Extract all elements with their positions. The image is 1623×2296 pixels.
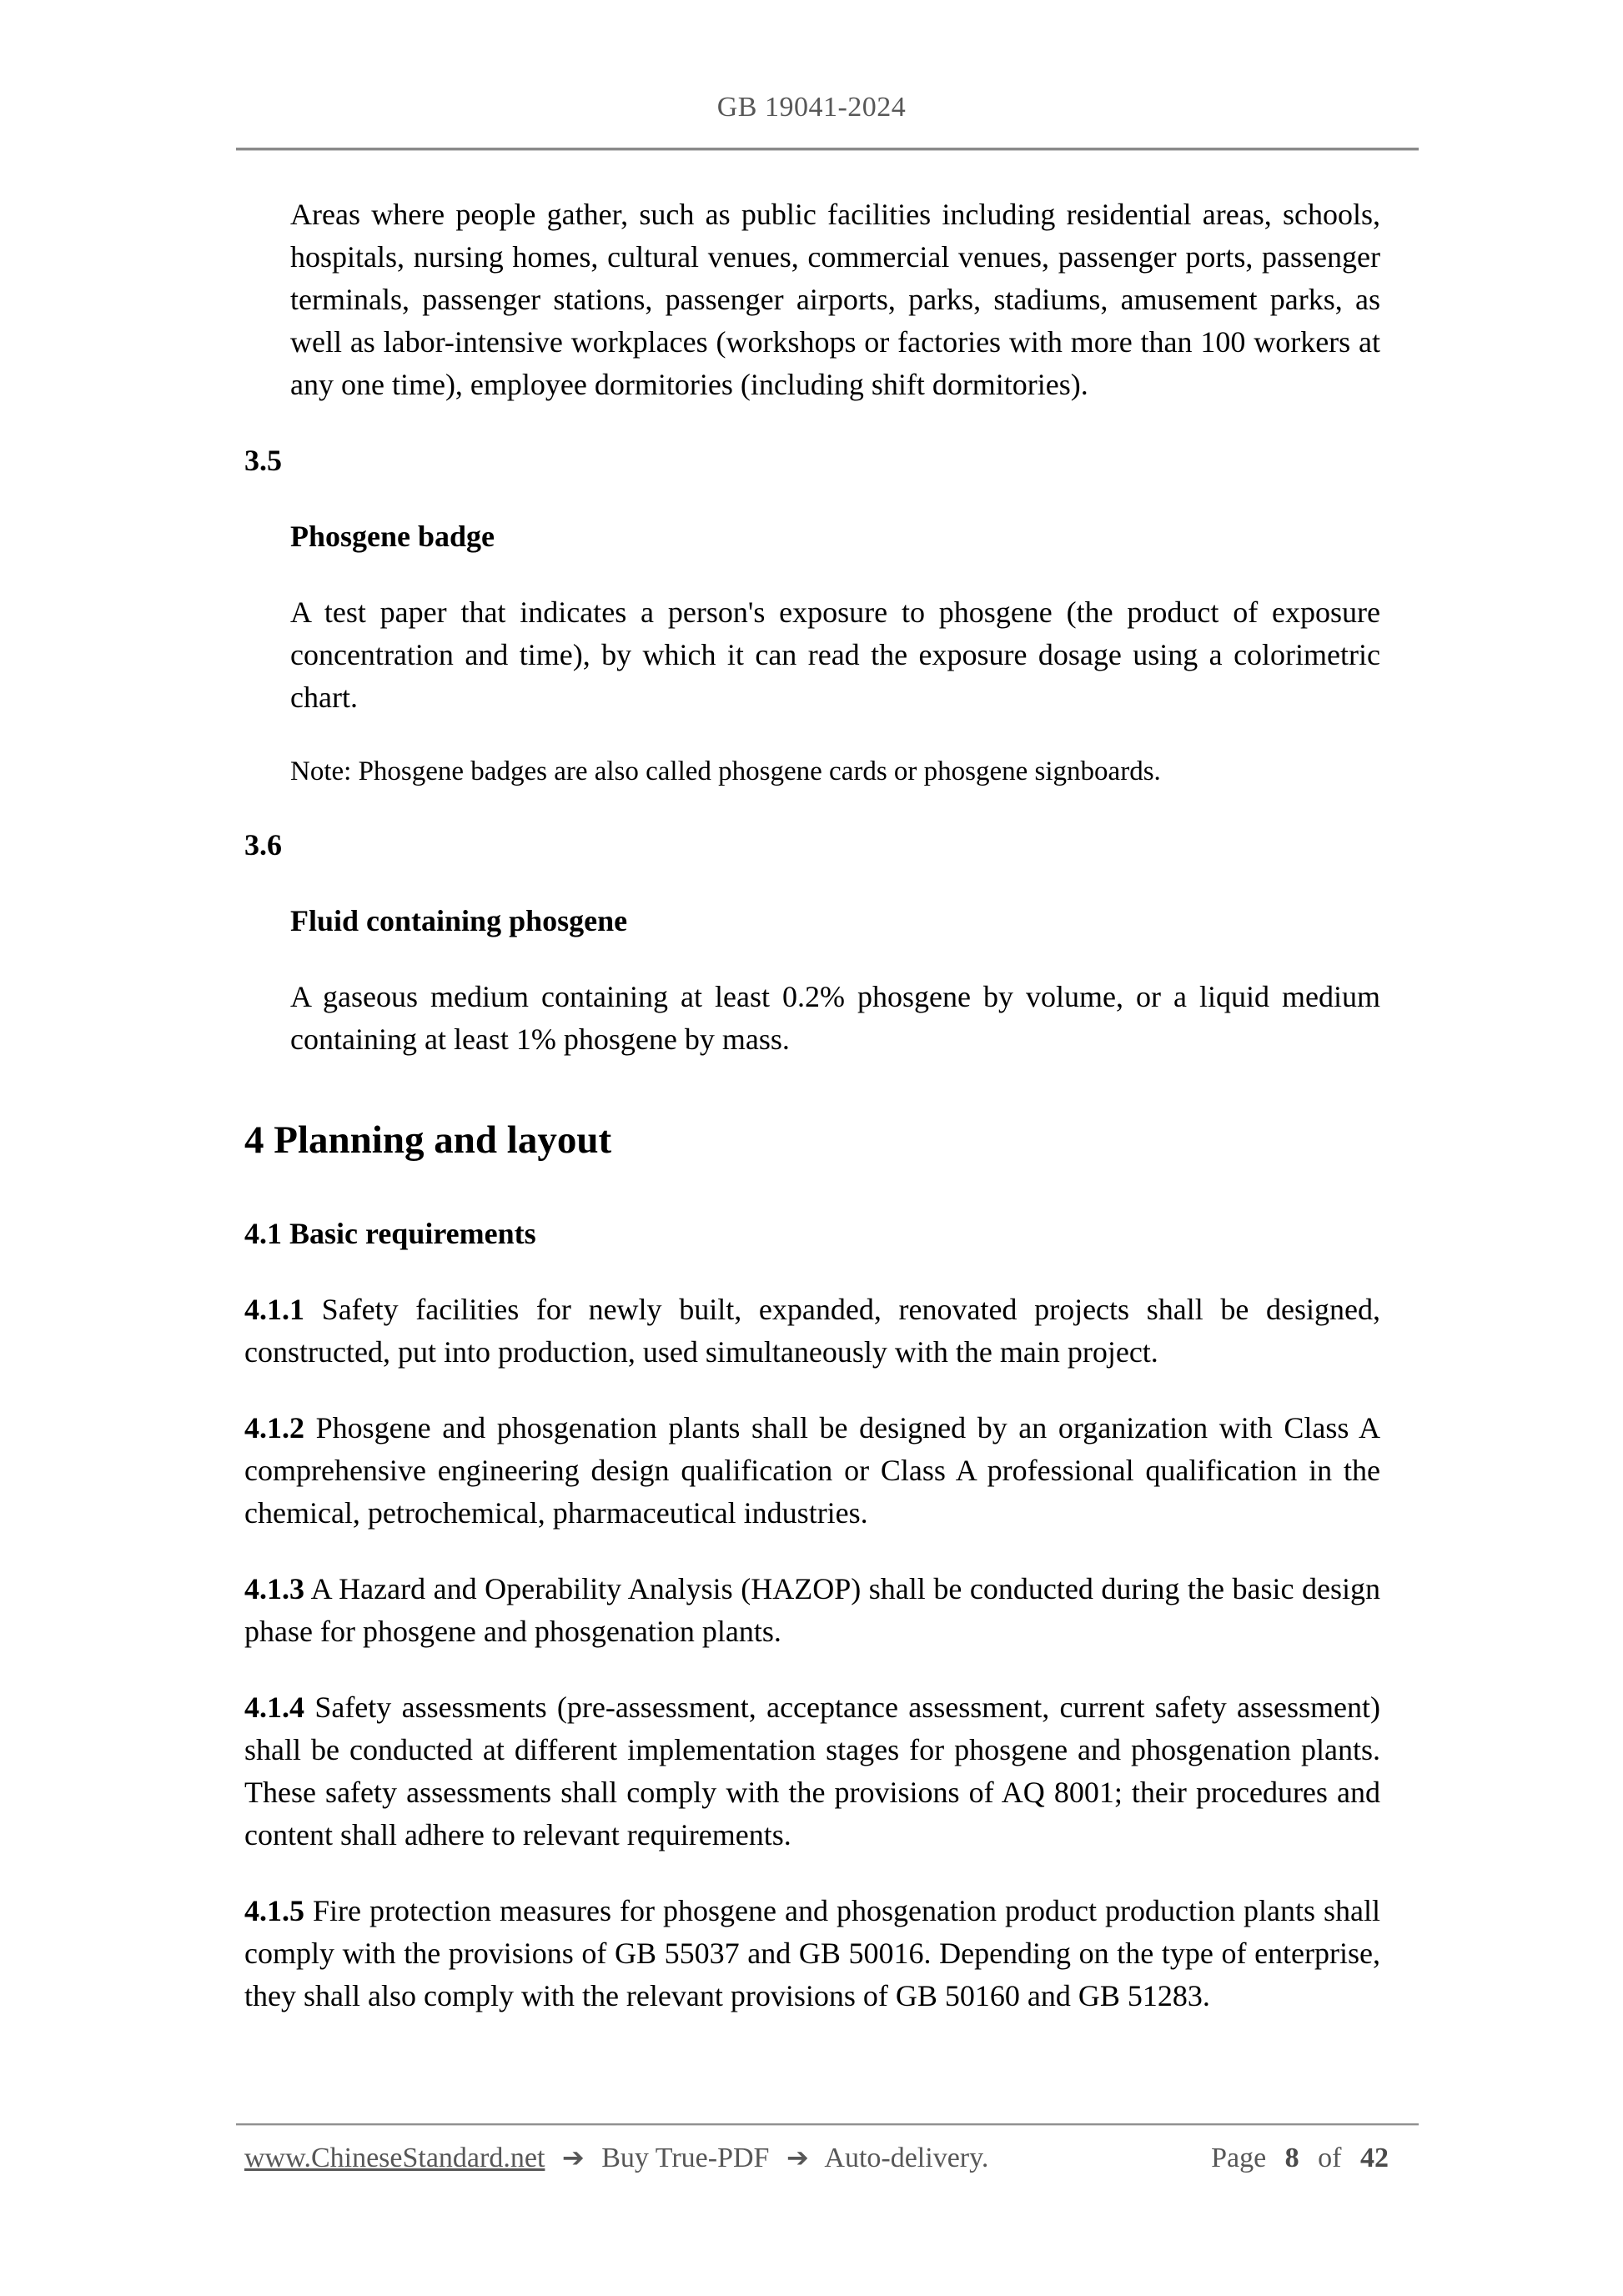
term-heading-fluid-containing-phosgene: Fluid containing phosgene bbox=[290, 904, 628, 937]
clause-text: Safety facilities for newly built, expanded, renovated projects shall be designed, constructed, put into production, used simultaneously with the main project. bbox=[244, 1293, 1380, 1369]
section-number-3-6: 3.6 bbox=[244, 828, 282, 862]
clause-number: 4.1.5 bbox=[244, 1894, 304, 1927]
document-content bbox=[244, 193, 1380, 2017]
standard-code: GB 19041-2024 bbox=[716, 92, 907, 123]
page-number: 8 bbox=[1284, 2143, 1299, 2173]
definition-body-3-5: A test paper that indicates a person's exposure to phosgene (the product of exposure concentration and time), by which it can read the exposure dosage using a colorimetric chart. bbox=[290, 595, 1380, 714]
clause-number: 4.1.3 bbox=[244, 1572, 304, 1605]
intro-paragraph: Areas where people gather, such as public facilities including residential areas, schools, hospitals, nursing homes, cultural venues, commercial venues, passenger ports, passenger terminals, passenger stations, passenger airports, parks, stadiums, amusement parks, as well as labor-intensive workplaces (workshops or factories with more than 100 workers at any one time), employee dormitories (including shift dormitories). bbox=[290, 198, 1380, 401]
clause-number: 4.1.2 bbox=[244, 1411, 304, 1444]
footer-action-buy: Buy True-PDF bbox=[601, 2143, 770, 2173]
page-footer bbox=[244, 2142, 1389, 2174]
clause-text: A Hazard and Operability Analysis (HAZOP) shall be conducted during the basic design phase for phosgene and phosgenation plants. bbox=[244, 1572, 1380, 1648]
page-indicator bbox=[1211, 2143, 1389, 2174]
clause-4-1-3 bbox=[244, 1568, 1380, 1653]
section-title-4-1: 4.1 Basic requirements bbox=[244, 1217, 536, 1250]
chapter-title: 4 Planning and layout bbox=[244, 1118, 612, 1162]
footer-divider bbox=[236, 2123, 1419, 2126]
footer-action-delivery: Auto-delivery. bbox=[824, 2143, 989, 2173]
definition-body-3-6: A gaseous medium containing at least 0.2% phosgene by volume, or a liquid medium containing at least 1% phosgene by mass. bbox=[290, 980, 1380, 1056]
clause-text: Phosgene and phosgenation plants shall be designed by an organization with Class A comprehensive engineering design qualification or Class A professional qualification in the chemical, petrochemical, pharmaceutical industries. bbox=[244, 1411, 1381, 1530]
definition-note-3-5: Note: Phosgene badges are also called phosgene cards or phosgene signboards. bbox=[290, 756, 1161, 786]
clause-text: Safety assessments (pre-assessment, acceptance assessment, current safety assessment) shall be conducted at different implementation stages for phosgene and phosgenation plants. These safety assessments shall comply with the provisions of AQ 8001; their procedures and content shall adhere to relevant requirements. bbox=[244, 1691, 1380, 1851]
clause-4-1-2 bbox=[244, 1407, 1380, 1535]
clause-4-1-4 bbox=[244, 1686, 1380, 1856]
of-label: of bbox=[1318, 2143, 1342, 2173]
page-total: 42 bbox=[1360, 2143, 1389, 2173]
clause-4-1-5 bbox=[244, 1890, 1380, 2017]
right-arrow-icon: ➔ bbox=[561, 2142, 585, 2173]
clause-4-1-1 bbox=[244, 1289, 1380, 1374]
page-header bbox=[0, 92, 1623, 123]
footer-info bbox=[244, 2142, 988, 2174]
page-label: Page bbox=[1211, 2143, 1267, 2173]
clause-number: 4.1.4 bbox=[244, 1691, 304, 1724]
right-arrow-icon: ➔ bbox=[786, 2142, 809, 2173]
header-divider bbox=[236, 148, 1419, 151]
term-heading-phosgene-badge: Phosgene badge bbox=[290, 520, 495, 553]
section-number-3-5: 3.5 bbox=[244, 444, 282, 477]
clause-number: 4.1.1 bbox=[244, 1293, 304, 1326]
clause-text: Fire protection measures for phosgene and phosgenation product production plants shall comply with the provisions of GB 55037 and GB 50016. Depending on the type of enterprise, they shall also comply with the relevant provisions of GB 50160 and GB 51283. bbox=[244, 1894, 1381, 2012]
site-link[interactable]: www.ChineseStandard.net bbox=[244, 2143, 545, 2173]
